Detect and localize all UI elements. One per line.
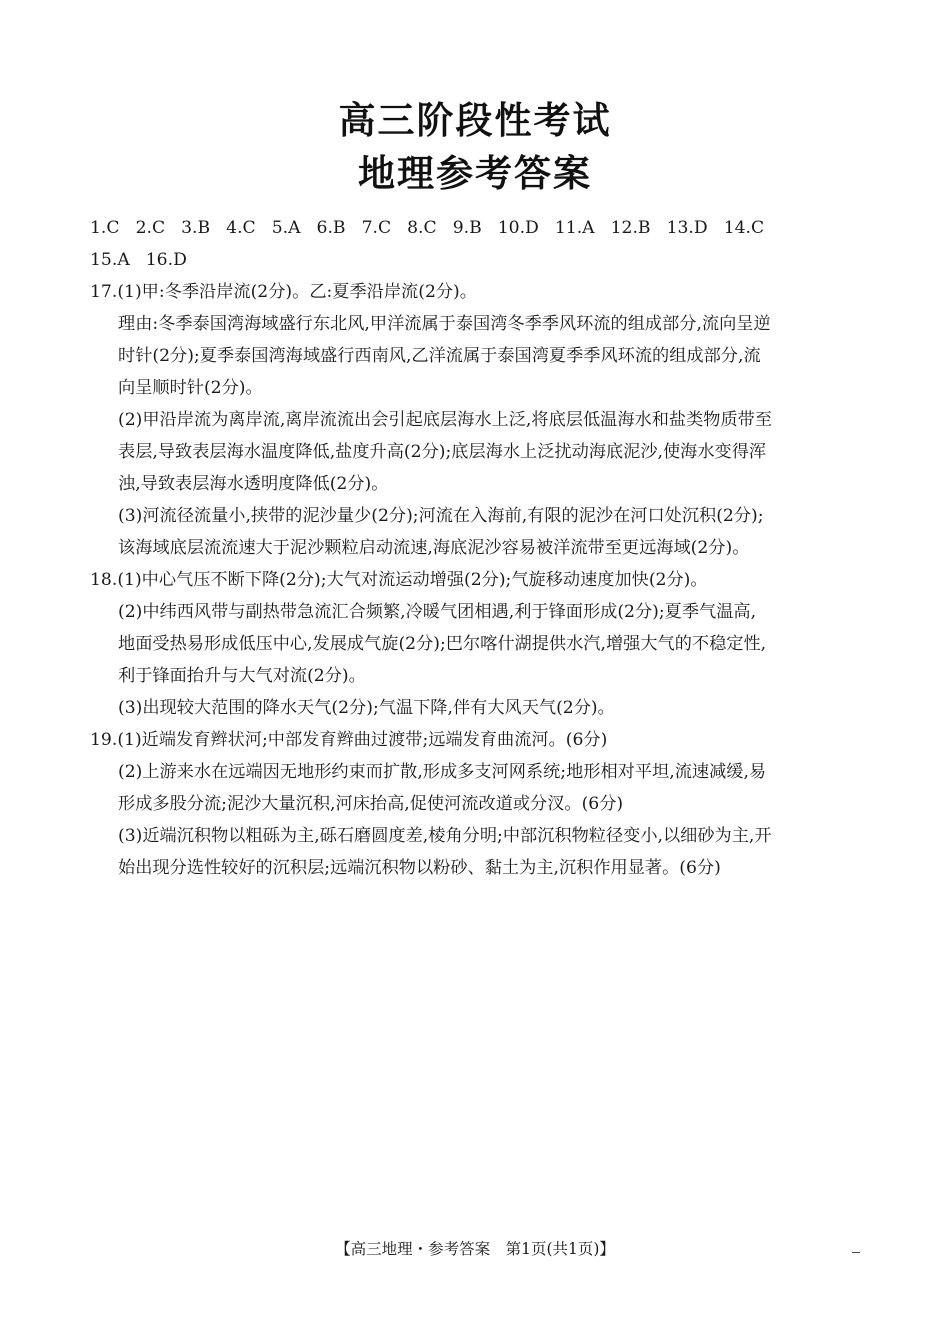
choice-answer: 14.C — [723, 218, 765, 238]
choice-answer: 16.D — [145, 250, 187, 270]
choice-answers-row-2 — [90, 244, 862, 276]
choice-answer: 12.B — [610, 218, 651, 238]
choice-answer: 7.C — [361, 218, 392, 238]
choice-answer: 9.B — [452, 218, 482, 238]
choice-answer: 6.B — [316, 218, 346, 238]
choice-answer: 11.A — [554, 218, 595, 238]
answer-line: 该海域底层流流速大于泥沙颗粒启动流速,海底泥沙容易被洋流带至更远海域(2分)。 — [118, 538, 750, 558]
answer-line: 理由:冬季泰国湾海域盛行东北风,甲洋流属于泰国湾冬季季风环流的组成部分,流向呈逆 — [118, 314, 771, 334]
choice-answer: 5.A — [271, 218, 301, 238]
choice-answers-row-1 — [90, 212, 862, 244]
page-footer: 【高三地理・参考答案 第1页(共1页)】 — [335, 1240, 615, 1258]
choice-answer: 1.C — [90, 218, 120, 238]
choice-answer: 3.B — [181, 218, 211, 238]
answer-line: 利于锋面抬升与大气对流(2分)。 — [118, 666, 366, 686]
title-line-2: 地理参考答案 — [358, 152, 592, 195]
choice-answer: 15.A — [90, 250, 130, 270]
choice-answer: 13.D — [666, 218, 708, 238]
answer-line: (2)上游来水在远端因无地形约束而扩散,形成多支河网系统;地形相对平坦,流速减缓,易 — [118, 762, 767, 782]
answer-line: 时针(2分);夏季泰国湾海域盛行西南风,乙洋流属于泰国湾夏季季风环流的组成部分,流 — [118, 346, 761, 366]
choice-answer: 8.C — [407, 218, 437, 238]
answer-line: (3)河流径流量小,挟带的泥沙量少(2分);河流在入海前,有限的泥沙在河口处沉积(2分); — [118, 506, 764, 526]
answer-line: 17.(1)甲:冬季沿岸流(2分)。乙:夏季沿岸流(2分)。 — [90, 282, 477, 302]
answer-line: 始出现分选性较好的沉积层;远端沉积物以粉砂、黏土为主,沉积作用显著。(6分) — [118, 858, 721, 878]
corner-mark — [852, 1252, 860, 1253]
answer-line: (3)出现较大范围的降水天气(2分);气温下降,伴有大风天气(2分)。 — [118, 698, 615, 718]
answer-line: (2)甲沿岸流为离岸流,离岸流流出会引起底层海水上泛,将底层低温海水和盐类物质带至 — [118, 410, 773, 430]
choice-answer: 2.C — [135, 218, 166, 238]
answer-line: 浊,导致表层海水透明度降低(2分)。 — [118, 474, 389, 494]
answer-line: 形成多股分流;泥沙大量沉积,河床抬高,促使河流改道或分汊。(6分) — [118, 794, 624, 814]
answer-line: (3)近端沉积物以粗砾为主,砾石磨圆度差,棱角分明;中部沉积物粒径变小,以细砂为主,开 — [118, 826, 772, 846]
answer-line: 向呈顺时针(2分)。 — [118, 378, 263, 398]
answer-line: 19.(1)近端发育辫状河;中部发育辫曲过渡带;远端发育曲流河。(6分) — [90, 730, 608, 750]
answer-line: 地面受热易形成低压中心,发展成气旋(2分);巴尔喀什湖提供水汽,增强大气的不稳定性, — [118, 634, 767, 654]
answer-body — [90, 212, 862, 884]
answer-line: (2)中纬西风带与副热带急流汇合频繁,冷暖气团相遇,利于锋面形成(2分);夏季气温高, — [118, 602, 757, 622]
answer-line: 18.(1)中心气压不断下降(2分);大气对流运动增强(2分);气旋移动速度加快(2分)。 — [90, 570, 708, 590]
title-line-1: 高三阶段性考试 — [338, 99, 612, 142]
choice-answer: 4.C — [226, 218, 256, 238]
answer-text-lines — [90, 276, 862, 884]
choice-answer: 10.D — [497, 218, 539, 238]
answer-line: 表层,导致表层海水温度降低,盐度升高(2分);底层海水上泛扰动海底泥沙,使海水变得浑 — [118, 442, 767, 462]
